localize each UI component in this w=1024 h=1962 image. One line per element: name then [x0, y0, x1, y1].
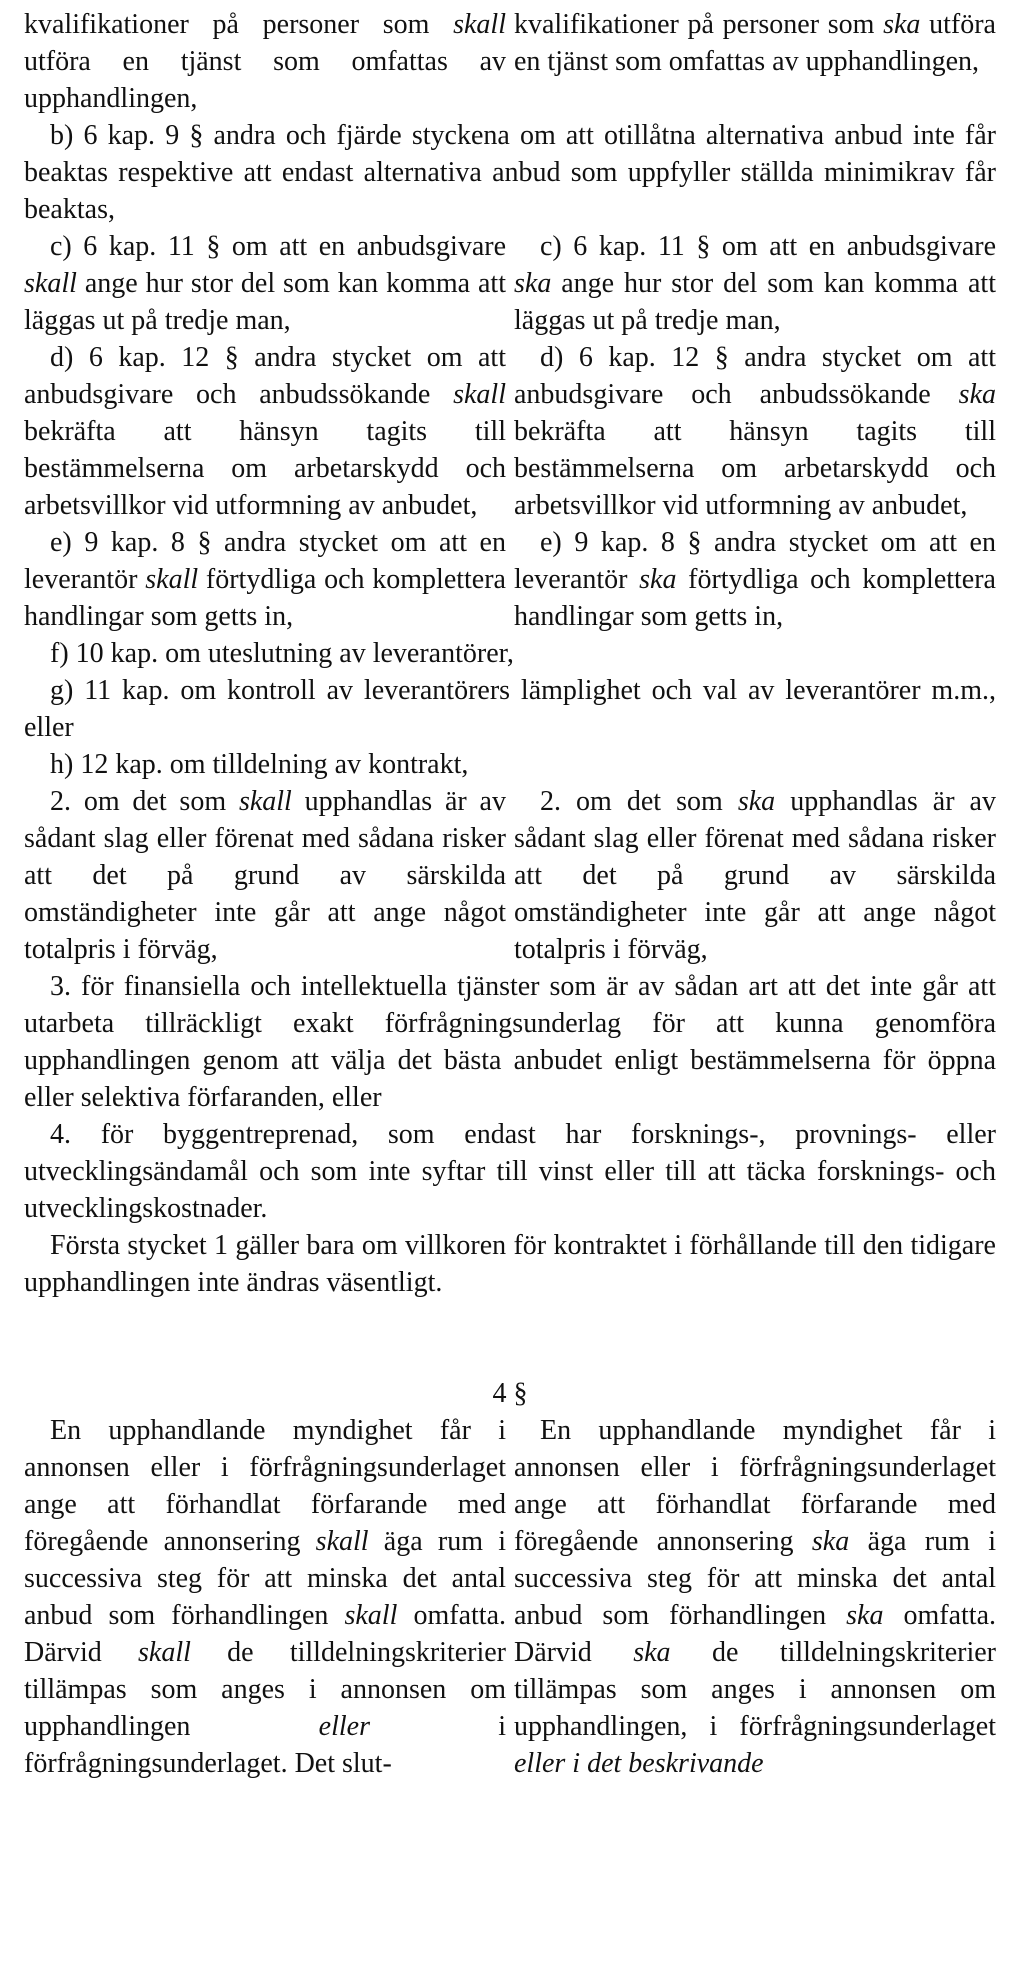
parallel-text-row	[24, 339, 1003, 524]
text-run: e) 9 kap. 8 § andra stycket om att en leverantör	[24, 527, 513, 595]
text-run: 4 §	[492, 1378, 528, 1409]
current-wording-column	[24, 339, 513, 524]
text-run: f) 10 kap. om uteslutning av leverantörer,	[50, 638, 514, 669]
text-run: kvalifikationer på personer som	[514, 9, 884, 40]
parallel-text-row	[24, 1412, 1003, 1782]
text-run: bekräfta att hänsyn tagits till bestämmelserna om arbetarskydd och arbetsvillkor vid utformning av anbudet,	[514, 379, 1003, 521]
emphasized-text: ska	[846, 1600, 884, 1631]
emphasized-text: ska	[737, 786, 776, 817]
emphasized-text: ska	[633, 1637, 671, 1668]
proposed-wording-column	[514, 524, 1003, 635]
emphasized-text: ska	[639, 564, 677, 595]
text-run: 2. om det som	[540, 786, 738, 817]
emphasized-text: skall	[315, 1526, 369, 1557]
parallel-text-row	[24, 524, 1003, 635]
emphasized-text: ska	[883, 9, 921, 40]
document-page	[24, 6, 1003, 1782]
current-wording-column	[24, 1412, 513, 1782]
shared-paragraph	[24, 968, 1003, 1116]
text-run: utföra en tjänst som omfattas av upphandlingen,	[514, 9, 1003, 77]
text-run: ange hur stor del som kan komma att läggas ut på tredje man,	[24, 268, 513, 336]
text-run: ange hur stor del som kan komma att läggas ut på tredje man,	[514, 268, 1003, 336]
text-run: upphandlas är av sådant slag eller förenat med sådana risker att det på grund av särskilda omständigheter inte går att ange något totalpris i förväg,	[514, 786, 1003, 965]
emphasized-text: skall	[145, 564, 199, 595]
emphasized-text: skall	[138, 1637, 191, 1668]
text-run: förtydliga och komplettera handlingar som getts in,	[24, 564, 513, 632]
shared-paragraph	[24, 1227, 1003, 1301]
text-run: e) 9 kap. 8 § andra stycket om att en leverantör	[514, 527, 1003, 595]
text-run: omfatta. Därvid	[24, 1600, 513, 1668]
text-run: förtydliga och komplettera handlingar som getts in,	[514, 564, 1003, 632]
current-wording-column	[24, 783, 513, 968]
shared-paragraph	[24, 746, 996, 783]
shared-paragraph	[24, 1116, 1003, 1227]
vertical-spacer	[24, 1301, 996, 1375]
text-run: g) 11 kap. om kontroll av leverantörers lämplighet och val av leverantörer m.m., eller	[24, 675, 1003, 743]
emphasized-text: skall	[238, 786, 292, 817]
emphasized-text: ska	[958, 379, 996, 410]
emphasized-text: skall	[453, 9, 506, 40]
proposed-wording-column	[514, 1412, 1003, 1782]
text-run: kvalifikationer på personer som	[24, 9, 454, 40]
proposed-wording-column	[514, 228, 1003, 339]
text-run: äga rum i successiva steg för att minska det antal anbud som förhandlingen	[514, 1526, 1003, 1631]
shared-paragraph	[24, 117, 1003, 228]
text-run: Första stycket 1 gäller bara om villkoren för kontraktet i förhållande till den tidigare upphandlingen inte ändras väsentligt.	[24, 1230, 1003, 1298]
emphasized-text: skall	[24, 268, 77, 299]
parallel-text-row	[24, 6, 1003, 117]
text-run: utföra en tjänst som omfattas av upphandlingen,	[24, 9, 513, 114]
text-run: de tilldelningskriterier tillämpas som anges i annonsen om upphandlingen	[24, 1637, 513, 1742]
text-run: omfatta. Därvid	[514, 1600, 1003, 1668]
current-wording-column	[24, 6, 513, 117]
text-run: 2. om det som	[50, 786, 239, 817]
text-run: 4. för byggentreprenad, som endast har forsknings-, provnings- eller utvecklingsändamål och som inte syftar till vinst eller till att täcka forsknings- och utvecklingskostnader.	[24, 1119, 1003, 1224]
text-run: 3. för finansiella och intellektuella tjänster som är av sådan art att det inte går att utarbeta tillräckligt exakt förfrågningsunderlag för att kunna genomföra upphandlingen genom att välja det bästa anbudet enligt bestämmelserna för öppna eller selektiva förfaranden, eller	[24, 971, 1003, 1113]
text-run: de tilldelningskriterier tillämpas som anges i annonsen om upphandlingen, i förfrågningsunderlaget	[514, 1637, 1003, 1742]
current-wording-column	[24, 228, 513, 339]
parallel-text-row	[24, 228, 1003, 339]
current-wording-column	[24, 524, 513, 635]
text-run: d) 6 kap. 12 § andra stycket om att anbudsgivare och anbudssökande	[24, 342, 513, 410]
text-run: i förfrågningsunderlaget. Det slut-	[24, 1711, 513, 1779]
text-run: En upphandlande myndighet får i annonsen eller i förfrågningsunderlaget ange att förhandlat förfarande med föregående annonsering	[24, 1415, 513, 1557]
text-run: c) 6 kap. 11 § om att en anbudsgivare	[50, 231, 513, 262]
shared-paragraph	[24, 635, 996, 672]
section-heading	[24, 1375, 996, 1412]
proposed-wording-column	[514, 339, 1003, 524]
parallel-text-row	[24, 783, 1003, 968]
text-run: h) 12 kap. om tilldelning av kontrakt,	[50, 749, 469, 780]
proposed-wording-column	[514, 6, 1003, 117]
emphasized-text: skall	[453, 379, 506, 410]
text-run: bekräfta att hänsyn tagits till bestämmelserna om arbetarskydd och arbetsvillkor vid utformning av anbudet,	[24, 379, 513, 521]
proposed-wording-column	[514, 783, 1003, 968]
text-run: upphandlas är av sådant slag eller förenat med sådana risker att det på grund av särskilda omständigheter inte går att ange något totalpris i förväg,	[24, 786, 513, 965]
emphasized-text: skall	[344, 1600, 398, 1631]
emphasized-text: ska	[514, 268, 552, 299]
shared-paragraph	[24, 672, 1003, 746]
text-run: En upphandlande myndighet får i annonsen eller i förfrågningsunderlaget ange att förhandlat förfarande med föregående annonsering	[514, 1415, 1003, 1557]
text-run: äga rum i successiva steg för att minska det antal anbud som förhandlingen	[24, 1526, 513, 1631]
emphasized-text: eller	[318, 1711, 370, 1742]
text-run: d) 6 kap. 12 § andra stycket om att anbudsgivare och anbudssökande	[514, 342, 1003, 410]
text-run: b) 6 kap. 9 § andra och fjärde styckena om att otillåtna alternativa anbud inte får beaktas respektive att endast alternativa anbud som uppfyller ställda minimikrav får beaktas,	[24, 120, 1003, 225]
text-run: c) 6 kap. 11 § om att en anbudsgivare	[540, 231, 1003, 262]
emphasized-text: eller i det beskrivande	[514, 1748, 764, 1779]
emphasized-text: ska	[811, 1526, 850, 1557]
